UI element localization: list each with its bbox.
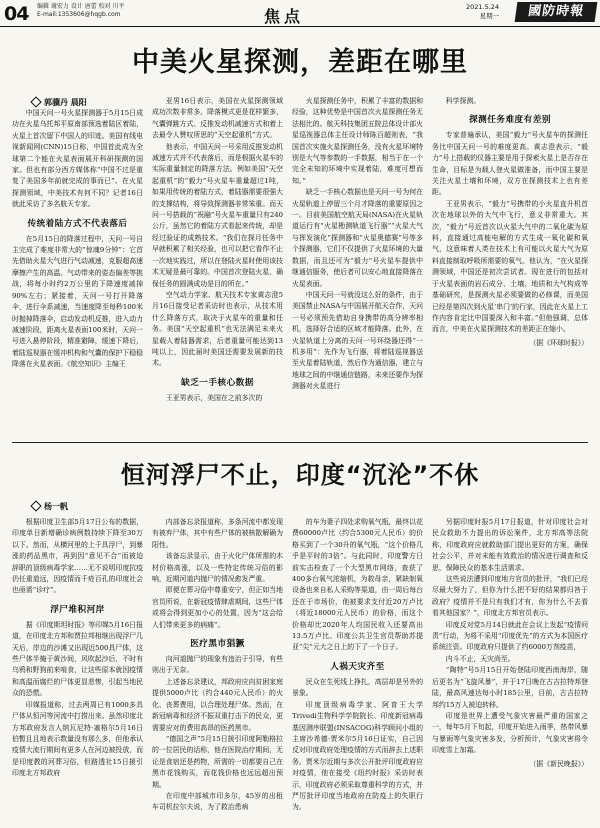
subheading: 探测任务难度有差别 [469,115,551,126]
paragraph: 缺乏一手核心数据也是天问一号为何在火星轨道上停留三个月才降落的重要原因之一。目前美国航空航天局(NASA)在火星轨道运行有“火星勘测轨道飞行器”“火星大气与挥发演化”探测器和“火星奥德赛”号等多个探测器，它们不仅提供了火星环境的大量数据，而且还可为“毅力”号火星车提供中继通信服务，使后者可以安心地直接降落在火星表面。 [292,188,423,288]
paragraph: “陶特”号5月15日开始登陆印度西南海岸，随后更名为“飞旋风暴”，并于17日晚在古吉拉特邦登陆，最高风速达每小时185公里，目前，古吉拉特邦约15万人被迫转移。 [432,666,588,709]
story2-column-2 [152,517,283,825]
paragraph: 他表示，中国天问一号采用反推发动机减速方式并不代表落后，而是根据火星车的实际重量制定的降落方法。例如美国“天空起重机”的“毅力”号火星车重量超过1吨，如果用传统的着陆方式，着陆器需要很强大的支撑结构，将导致探测器非常笨重。而天问一号搭载的“祝融”号火星车重量只有240公斤，虽然它的着陆方式看起来传统，却是经过验证的成熟技术。“我们在探月任务中早就积累了相关经验，也可以把它看作不止一次地实践过，所以在登陆火星时使用该技术无疑是最可靠的。中国首次登陆火星，确保任务的圆满成功是目的所在。” [152,142,283,288]
story2-column-3 [292,517,423,825]
story1-column-1 [12,108,143,438]
paragraph: 专家普遍承认，美国“毅力”号火星车的探测任务比中国天问一号的难度更高。黄志澄表示，“毅力”号上搭载的仪器主要是用于探索火星上是否存在生命，目标是为载人登火星做准备，而中国主要是关注火星土壤和环境，双方在探测技术上也有差距。 [432,131,588,197]
paragraph: 中国天问一号就没这么好的条件，由于美国禁止NASA与中国展开航天合作，天问一号必须预先借助自身携带的高分辨率相机，选择好合适的区域才能降落。此外，在火星轨道上分离的天问一号环绕器还得“一机多用”：先作为飞行器，将着陆巡视器送至火星着陆轨道，然后作为通信器，建立与地球之间的中继通信链路，未来还要作为探测器对火星进行 [292,290,423,391]
paragraph: 根据印度卫生部5月17日公布的数据，印度单日新增确诊病例数持续下降至30万以下。然而，从横河里的上千具浮尸，到暴涨的药品黑市，再到因“意见不合”而被迫辞职的顶级病毒学家……无不说明印度抗疫仍任重道远，因疫情而千疮百孔的印度社会也亟需“诊疗”。 [12,518,143,595]
paragraph: 火星探测任务中，积累了丰富的数据和经验，这种优势是中国首次火星探测任务无法相比的。航天科技集团五院总体设计部火星巡视器总体主任设计师陈百超则表，“我国首次实施火星探测任务，没有火星环境特别是大气等参数的一手数据，相当于在一个完全未知的环境中实现着陆，难度可想而知。” [292,97,423,185]
paragraph: 在印度中部城市印多尔，45岁的出租车司机拉尔夫说，为了救治患病 [152,791,283,812]
subheading: 人祸天灾齐至 [330,661,385,672]
story1-headline: 中美火星探测，差距在哪里 [132,47,468,78]
story2-column-1 [12,517,143,825]
paper-logo: 國防時報 [515,2,598,22]
paragraph: 在5月15日的降落过程中，天问一号自主完成了难度非常大的“惊魂9分钟”：它首先借助火星大气进行气动减速，克服超高速摩擦产生的高温、气动带来的姿态偏差等挑战，将每小时约2万公里的下降速度减掉90%左右；紧接着，天问一号打开降落伞，进行伞系减速，当速度降至每秒100米时抛掉降落伞，启动发动机反推，进入动力减速阶段，距离火星表面100米时，天问一号进入悬停阶段，精准避障，缓速下降后，着陆巡视器在缓冲机构和气囊的保护下稳稳降落在火星表面。《航空知识》主编王 [12,234,143,369]
paragraph: 内部备忘录报道称，多条河流中都发现有被弃尸体，其中有些尸体的被核散解确为阳性。 [152,518,283,549]
editor-email: E-mail:1353606@hqgb.com [37,11,121,18]
source-credit: （据《新民晚报》） [529,759,588,768]
paragraph: 的车为妻子四处求购氧气瓶，最终以花费60000卢比（约合5300元人民币）的价格买到了一个30升的氧气瓶，“这个价格几乎是平时的3倍”。与此同时，印度警方日前实击检查了一个大型黑市网络，查获了400多台氧气浓缩机，为救母亲，紧缺制氧设备也来自私人采购等渠道，由一周后每台还在于市场价，他被要求支付近20万卢比（将近18000元人民币）的价格，而这个价格却比2020年人均国民收入还要高出13.5万卢比。印度公共卫生官员帮助苏提亚“尖”元大之日上的下了一个日子。 [292,518,423,652]
story1-column-4 [432,96,588,438]
paragraph: “德国之声”5月15日援引印度阿勒格拉的一位居民的话称，他在医院治疗期间，无论是食宿还是药物，所需的一切都要自己在黑市花钱购买，而花钱价格也远远超出预期。 [152,734,283,789]
paragraph: 中国天问一号火星探测器于5月15日成功在火星乌托邦平原南部预选着陆区着陆，火星上首次留下中国人的印迹。美国有线电视新闻网(CNN)15日称，中国首此成为全球第二个能在火星表面展开科研探测的国家。但也有部分西方媒体称“中国不过是重复了美国多年前就完成的事而已”。在火星探测领域，中美技术有何不同？记者16日就此采访了多名航天专家。 [12,109,143,209]
paragraph: 即便在葬习俗中尊重安宁，但正如当地官员所说，在新冠疫情肆虐期间，这些尸体或将会得到更加小心的处置，因为“这会给人们带来更多的病痛”。 [152,586,283,629]
masthead [0,0,600,27]
weekday: 星期一 [479,11,500,20]
story2-column-4 [432,517,588,825]
subheading: 医疗黑市猖獗 [190,639,245,650]
paragraph: 该备忘录显示，由于火化尸体所需的木材价格高涨，以及一些特定传统习俗的影响，近期河道内抛尸的情况愈发严重。 [152,552,283,584]
subheading: 缺乏一手核心数据 [181,377,254,388]
editor-credits [37,3,125,19]
paragraph: 亚男16日表示，美国在火星探测领域成功次数非常多，降落模式更是花样繁多，气囊弹跳方式、反推发动机减速方式和着上去最令人赞叹所思的“天空起重机”方式。 [152,97,283,140]
section-title: 焦点 [264,7,305,26]
paragraph: 印度顶级病毒学家、阿育王大学Trivedi生物科学学院院长、印度新冠病毒基因测序联盟(INSACOG)科学顾问小组的主席沙希德·贾米尔5月16日证实，自己因反对印度政府处理疫情的方式而辞去上述职务。贾米尔近期与多次公开批评印度政府应对疫情，他在接受《纽约时报》采访时表示，印度政府必须采取尊重科学的方式，并严厉批评印度当地政府在防疫上的失职行为。 [292,700,423,812]
paragraph: 内斗不止，天灾尚至。 [445,654,515,663]
date: 2021.5.24 [466,3,500,11]
story-divider [12,442,588,443]
paragraph: 王亚男表示，美国在之前多次的 [165,393,263,402]
paragraph: 向河道抛尸的现象有违治于引导，有些则出于无奈。 [152,655,283,675]
paragraph: 另据印度时报5月17日报道，针对印度社会对民众救助不力提出的诉讼案件，北方邦高等法院称，印度政府应就救助部门提出更好的方案，确保社会公平，并对未能有效救治的情况进行调查和反思，保障民众的基本生活需求。 [432,518,588,572]
story1-byline: 郭骥丹 晨阳 [32,97,87,108]
paragraph: 上述备忘录建议，邦政府应向贫困家庭提供5000卢比（约合440元人民币）的火化、丧葬费用，以合理处理尸体。然而，在新冠病毒和经济不振双重打击下的民众，更需要应对的费用高昂的医药黑市。 [152,677,283,732]
paragraph: 民众在生死线上挣扎，高层却是另外的景象。 [292,677,423,698]
editor-names: 编辑 谢宏力 设计 唐蕾 校对 川平 [37,3,125,10]
paragraph: 王亚男表示，“毅力”号携带的小火星直升机首次在地球以外的大气中飞行，意义非常重大。其次，“毅力”号近首次以火星大气中的二氧化碳为原料，直接通过高能电解的方式生成一氧化碳和氧气，这意味着人类在技术上有可能以火星大气为原料直接制取呼吸所需要的氧气。他认为，“在火星探测领域，中国还是初次尝试者。现在进行的包括对于火星表面的岩石成分、土壤、地质和大气构成等基础研究，是探测火星必须要做的必修课，而美国已经是第四次到火星‘串门’的行家，因此在火星上工作内容肯定比中国要深入和丰富。”但他强调，总体而言，中美在火星探测技术的差距正在缩小。 [432,199,588,334]
story1-column-3 [292,96,423,438]
story2-headline: 恒河浮尸不止，印度“沉沦”不休 [120,461,480,489]
paragraph: 印媒报道称，过去两周已有1000多具尸体从恒河等河流中打捞出来。虽然印度北方邦政府发言人纳瓦尼特·塞格尔5月16日伯暫且且地表示数量没有那么多，但他承认疫情大流行期间有更多人在河边被投放，而是印度教的河葬习俗，但路透社15日援引印度北方邦政府 [12,700,143,778]
story1-column-2 [152,96,283,438]
subheading: 传统着陆方式不代表落后 [27,218,128,229]
subheading: 浮尸堆积河岸 [50,604,105,615]
paragraph: 据《印度斯坦时报》等印媒5月16日报道，在印度北方邦和贾拉邦相继出现浮尸几天后，岸边的沙滩又出现近500具尸体，这些尸体半掩于黄沙间，风吹起沙后，不时有乌鸦和野狗前来啃食，让这些原本就因疫情和高温而腐烂的尸体更显悲惨，引起当地民众的恐慌。 [12,620,143,698]
issue-date [466,3,499,20]
paragraph: 印度反对党5月14日就此在会议上发起“疫情问责”行动，为将不采用“印度优先”的方式为本国医疗系统注资。印度政府只提供了约6000万剂疫苗， [432,620,588,652]
paragraph: 这些说法遭到印度地方官员的批评，“我们已经尽最大努力了，但你为什么把不好的结果都归咎于政府？疫情并不是只有我们才有，你为什么不去看看其他国家？”，印度北方邦官员表示。 [432,575,588,618]
story2-byline: 杨一帆 [32,501,68,512]
source-credit: （据《环球时报》） [529,338,588,347]
paragraph: 印度是世界上遭受气象灾害最严重的国家之一，每年5月下旬起，印度开始进入雨季，热带风暴与暴雨等气象灾害多发，分析预计，气象灾害将令印度雪上加霜。 [432,711,588,755]
paragraph: 空气动力学家、航天技术专家黄志澄5月16日接受记者采访时也表示，从技术用什么降落方式，取决于火星车的重量和任务。美国“天空起重机”也无法满足未来火星载人着陆器需求，后者重量可能达到13吨以上，因此届时美国还需要发展新的技术。 [152,290,283,368]
paragraph: 科学探测。 [445,97,481,105]
page-number: 04 [4,3,29,25]
